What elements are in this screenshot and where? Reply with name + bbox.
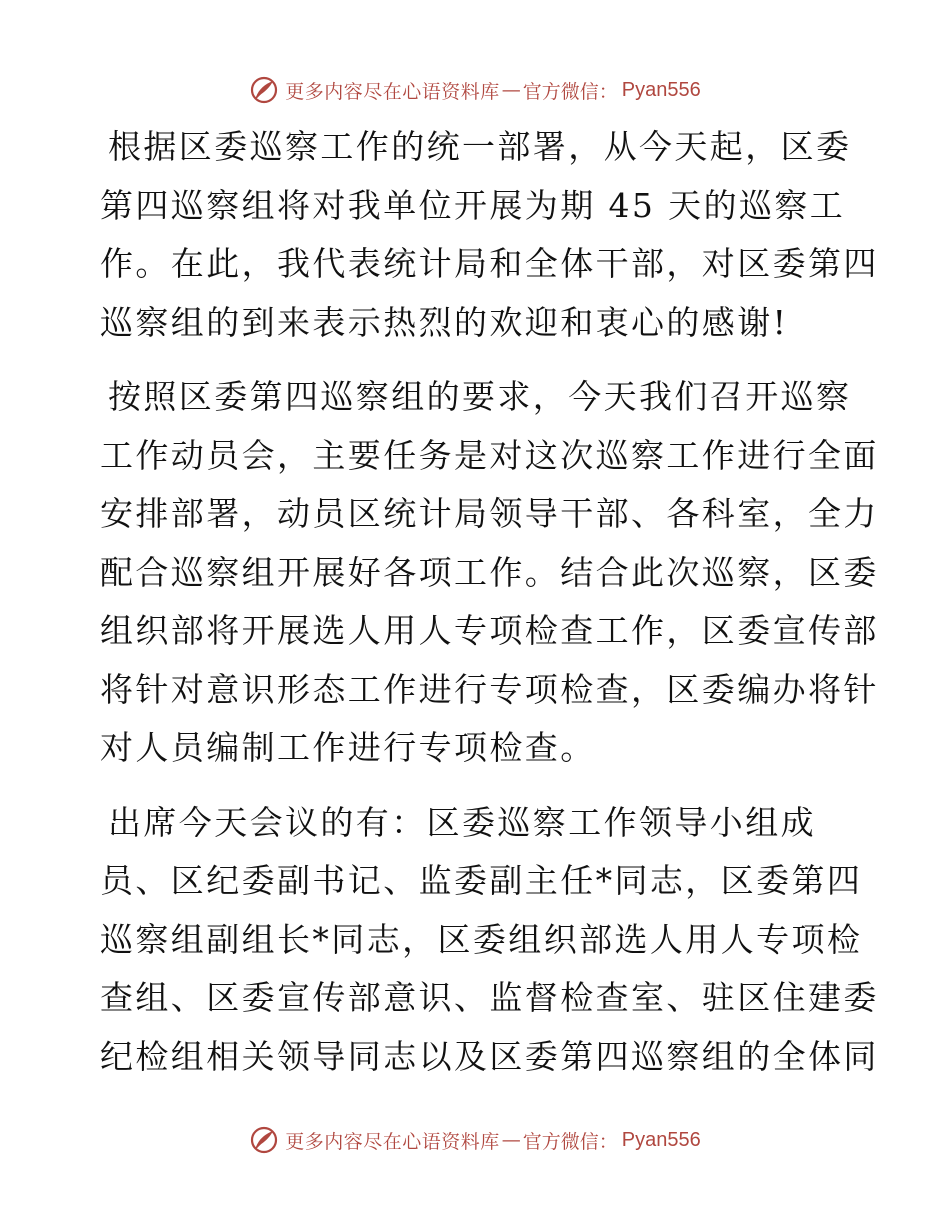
text-line: 工作动员会，主要任务是对这次巡察工作进行全面 [100, 435, 879, 475]
banner-wechat-id: Pyan556 [621, 1128, 701, 1151]
document-body [100, 118, 879, 1102]
banner-official-label: 官方微信： [522, 80, 618, 103]
feather-logo-icon [249, 75, 279, 105]
text-line: 对人员编制工作进行专项检查。 [100, 728, 596, 767]
text-line: 员、区纪委副书记、监委副主任*同志，区委第四 [100, 861, 863, 900]
feather-logo-icon [249, 1125, 279, 1155]
banner-official-label: 官方微信： [522, 1130, 618, 1153]
text-line: 安排部署，动员区统计局领导干部、各科室，全力 [100, 494, 879, 533]
text-line: 按照区委第四巡察组的要求，今天我们召开巡察 [108, 377, 852, 416]
banner-wechat-id: Pyan556 [621, 78, 701, 101]
paragraph-2 [100, 368, 879, 778]
banner-separator: — [501, 79, 521, 101]
banner-text: 更多内容尽在心语资料库 [285, 80, 500, 103]
text-line: 第四巡察组将对我单位开展为期 45 天的巡察工 [100, 185, 846, 225]
text-line: 组织部将开展选人用人专项检查工作，区委宣传部 [100, 611, 879, 650]
text-line: 作。在此，我代表统计局和全体干部，对区委第四 [100, 244, 879, 283]
text-line: 配合巡察组开展好各项工作。结合此次巡察，区委 [100, 552, 879, 592]
banner-text: 更多内容尽在心语资料库 [285, 1130, 500, 1153]
paragraph-1 [100, 118, 879, 352]
header-banner [0, 70, 950, 110]
footer-banner [0, 1120, 950, 1160]
banner-separator: — [501, 1129, 521, 1151]
paragraph-3 [100, 794, 879, 1087]
text-line: 查组、区委宣传部意识、监督检查室、驻区住建委 [100, 978, 879, 1017]
text-line: 巡察组的到来表示热烈的欢迎和衷心的感谢! [100, 302, 789, 342]
text-line: 根据区委巡察工作的统一部署，从今天起，区委 [108, 127, 852, 166]
text-line: 出席今天会议的有：区委巡察工作领导小组成 [108, 802, 816, 842]
text-line: 将针对意识形态工作进行专项检查，区委编办将针 [100, 669, 879, 709]
text-line: 纪检组相关领导同志以及区委第四巡察组的全体同 [100, 1036, 879, 1076]
text-line: 巡察组副组长*同志，区委组织部选人用人专项检 [100, 919, 863, 959]
